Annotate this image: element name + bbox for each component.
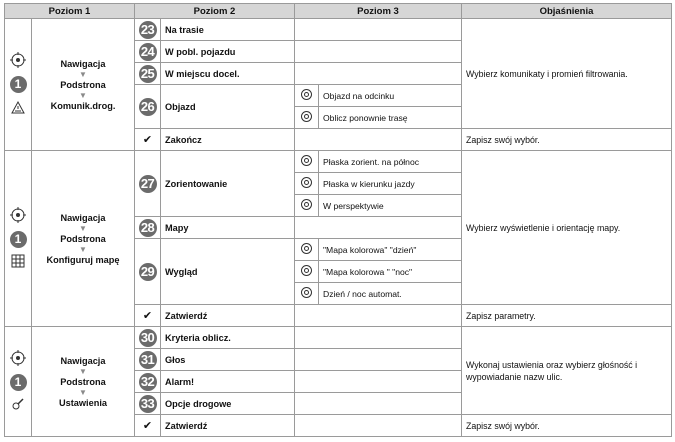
down-arrow-icon: ▼	[79, 90, 87, 100]
menu-item-na-trasie[interactable]: Na trasie	[161, 19, 295, 41]
table-row	[5, 327, 672, 349]
number-badge: 33	[139, 395, 157, 413]
down-arrow-icon: ▼	[79, 244, 87, 254]
confirm-explanation: Zapisz swój wybór.	[462, 129, 672, 151]
section2-path	[32, 151, 135, 327]
number-1-badge: 1	[10, 76, 27, 93]
menu-item-opcje-drogowe[interactable]: Opcje drogowe	[161, 393, 295, 415]
header-explanation: Objaśnienia	[462, 4, 672, 19]
number-badge: 26	[139, 98, 157, 116]
empty-cell	[295, 217, 462, 239]
path-item: Ustawienia	[59, 397, 107, 408]
item-number	[135, 239, 161, 305]
empty-cell	[295, 19, 462, 41]
menu-table	[4, 3, 672, 437]
option-icon-cell	[295, 283, 319, 305]
menu-item-zorientowanie[interactable]: Zorientowanie	[161, 151, 295, 217]
option-icon-cell	[295, 173, 319, 195]
table-row	[5, 19, 672, 41]
radio-icon[interactable]	[301, 155, 312, 166]
path-item: Podstrona	[60, 233, 106, 244]
item-number	[135, 349, 161, 371]
option-label[interactable]: Oblicz ponownie trasę	[319, 107, 462, 129]
navigation-dial-icon	[10, 350, 26, 366]
header-level1: Poziom 1	[5, 4, 135, 19]
map-grid-icon	[11, 254, 25, 268]
option-label[interactable]: "Mapa kolorowa " "noc"	[319, 261, 462, 283]
menu-item-mapy[interactable]: Mapy	[161, 217, 295, 239]
menu-item-objazd[interactable]: Objazd	[161, 85, 295, 129]
empty-cell	[295, 305, 462, 327]
path-item: Podstrona	[60, 376, 106, 387]
option-icon-cell	[295, 239, 319, 261]
confirm-button[interactable]: Zakończ	[161, 129, 295, 151]
item-number	[135, 41, 161, 63]
section1-icons	[5, 19, 32, 151]
section2-icons	[5, 151, 32, 327]
radio-icon[interactable]	[301, 89, 312, 100]
number-badge: 23	[139, 21, 157, 39]
number-badge: 25	[139, 65, 157, 83]
confirm-explanation: Zapisz parametry.	[462, 305, 672, 327]
number-badge: 27	[139, 175, 157, 193]
option-icon-cell	[295, 261, 319, 283]
down-arrow-icon: ▼	[79, 223, 87, 233]
option-label[interactable]: Płaska zorient. na północ	[319, 151, 462, 173]
number-badge: 24	[139, 43, 157, 61]
menu-item-alarm[interactable]: Alarm!	[161, 371, 295, 393]
down-arrow-icon: ▼	[79, 366, 87, 376]
down-arrow-icon: ▼	[79, 69, 87, 79]
option-icon-cell	[295, 85, 319, 107]
item-number	[135, 85, 161, 129]
header-level2: Poziom 2	[135, 4, 295, 19]
table-row	[5, 151, 672, 173]
menu-item-wyglad[interactable]: Wygląd	[161, 239, 295, 305]
radio-icon[interactable]	[301, 199, 312, 210]
check-icon: ✔	[135, 305, 161, 327]
path-item: Komunik.drog.	[50, 100, 116, 111]
navigation-dial-icon	[10, 52, 26, 68]
radio-icon[interactable]	[301, 265, 312, 276]
option-label[interactable]: Dzień / noc automat.	[319, 283, 462, 305]
option-label[interactable]: Płaska w kierunku jazdy	[319, 173, 462, 195]
item-number	[135, 327, 161, 349]
menu-item-glos[interactable]: Głos	[161, 349, 295, 371]
section1-path	[32, 19, 135, 151]
confirm-explanation: Zapisz swój wybór.	[462, 415, 672, 437]
empty-cell	[295, 129, 462, 151]
radio-icon[interactable]	[301, 243, 312, 254]
path-item: Nawigacja	[60, 58, 106, 69]
confirm-button[interactable]: Zatwierdź	[161, 305, 295, 327]
number-badge: 30	[139, 329, 157, 347]
number-badge: 29	[139, 263, 157, 281]
path-item: Konfiguruj mapę	[46, 254, 120, 265]
item-number	[135, 393, 161, 415]
header-row	[5, 4, 672, 19]
item-number	[135, 371, 161, 393]
number-badge: 28	[139, 219, 157, 237]
section2-explanation: Wybierz wyświetlenie i orientację mapy.	[462, 151, 672, 305]
section3-icons	[5, 327, 32, 437]
path-item: Nawigacja	[60, 355, 106, 366]
empty-cell	[295, 327, 462, 349]
down-arrow-icon: ▼	[79, 387, 87, 397]
radio-icon[interactable]	[301, 111, 312, 122]
number-1-badge: 1	[10, 231, 27, 248]
option-label[interactable]: W perspektywie	[319, 195, 462, 217]
number-badge: 32	[139, 373, 157, 391]
section3-explanation: Wykonaj ustawienia oraz wybierz głośność i wypowiadanie nazw ulic.	[462, 327, 672, 415]
empty-cell	[295, 393, 462, 415]
option-icon-cell	[295, 107, 319, 129]
check-icon: ✔	[135, 415, 161, 437]
radio-icon[interactable]	[301, 177, 312, 188]
number-1-badge: 1	[10, 374, 27, 391]
option-icon-cell	[295, 151, 319, 173]
item-number	[135, 151, 161, 217]
settings-wrench-icon	[11, 397, 25, 411]
path-item: Podstrona	[60, 79, 106, 90]
check-icon: ✔	[135, 129, 161, 151]
number-badge: 31	[139, 351, 157, 369]
empty-cell	[295, 415, 462, 437]
item-number	[135, 217, 161, 239]
empty-cell	[295, 41, 462, 63]
item-number	[135, 19, 161, 41]
option-label[interactable]: "Mapa kolorowa" "dzień"	[319, 239, 462, 261]
menu-item-w-miejscu-docel[interactable]: W miejscu docel.	[161, 63, 295, 85]
option-icon-cell	[295, 195, 319, 217]
empty-cell	[295, 349, 462, 371]
section1-explanation: Wybierz komunikaty i promień filtrowania.	[462, 19, 672, 129]
menu-item-kryteria-oblicz[interactable]: Kryteria oblicz.	[161, 327, 295, 349]
path-item: Nawigacja	[60, 212, 106, 223]
route-warning-icon	[10, 99, 26, 115]
radio-icon[interactable]	[301, 287, 312, 298]
section3-path	[32, 327, 135, 437]
empty-cell	[295, 371, 462, 393]
header-level3: Poziom 3	[295, 4, 462, 19]
empty-cell	[295, 63, 462, 85]
option-label[interactable]: Objazd na odcinku	[319, 85, 462, 107]
item-number	[135, 63, 161, 85]
menu-item-w-pobl-pojazdu[interactable]: W pobl. pojazdu	[161, 41, 295, 63]
confirm-button[interactable]: Zatwierdź	[161, 415, 295, 437]
navigation-dial-icon	[10, 207, 26, 223]
